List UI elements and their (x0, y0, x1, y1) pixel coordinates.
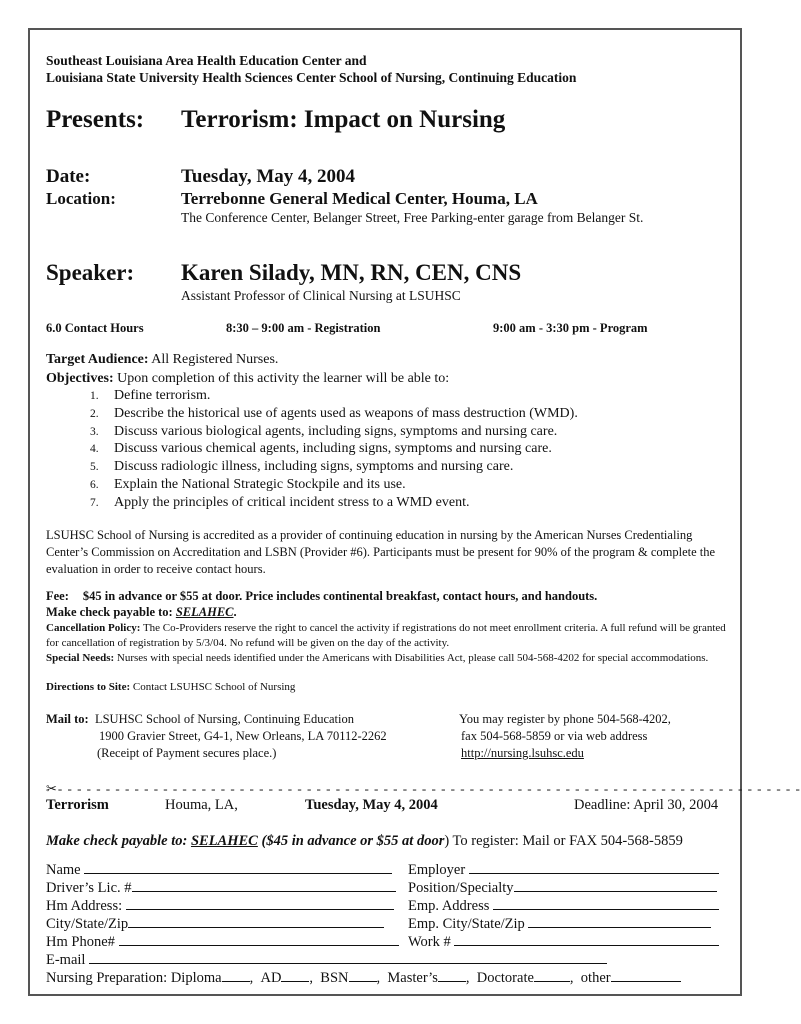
diploma-field[interactable] (222, 970, 250, 982)
masters-field[interactable] (438, 970, 466, 982)
work-phone-field[interactable]: Work # (408, 934, 719, 951)
list-item: 6. Explain the National Strategic Stockpile and its use. (90, 476, 406, 492)
name-field[interactable]: Name (46, 862, 392, 879)
slip-date: Tuesday, May 4, 2004 (305, 797, 438, 813)
slip-payable: Make check payable to: SELAHEC ($45 in advance or $55 at door) To register: Mail or FAX 504-568-5859 (46, 833, 683, 849)
objectives-intro: Upon completion of this activity the learner will be able to: (113, 371, 450, 386)
list-item: 5. Discuss radiologic illness, including signs, symptoms and nursing care. (90, 459, 514, 475)
email-field[interactable]: E-mail (46, 952, 607, 969)
target-audience (46, 352, 278, 368)
slip-event: Terrorism (46, 797, 109, 813)
fee-label: Fee: (46, 589, 69, 603)
accreditation-statement: LSUHSC School of Nursing is accredited as a provider of continuing education in nursing by the American Nurses Credentialing Center’s Commission on Accreditation and LSBN (Provider #6). Participants must be present for 90% of the program & complete the evaluation in order to receive contact hours. (46, 528, 716, 576)
register-url-link[interactable]: http://nursing.lsuhsc.edu (461, 746, 584, 760)
ad-field[interactable] (281, 970, 309, 982)
directions: Directions to Site: Contact LSUHSC School of Nursing (46, 681, 296, 693)
speaker-label: Speaker: (46, 260, 135, 285)
fee-line (46, 589, 597, 604)
mail-address: 1900 Gravier Street, G4-1, New Orleans, LA 70112-2262 (99, 729, 387, 743)
employer-address-field[interactable]: Emp. Address (408, 898, 719, 915)
slip-city: Houma, LA, (165, 797, 238, 813)
location-label: Location: (46, 189, 116, 208)
scissors-icon: ✂ (46, 781, 58, 796)
special-needs: Special Needs: Nurses with special needs identified under the Americans with Disabilities Act, please call 504-568-4202 for special accommodations. (46, 652, 709, 664)
target-audience-label: Target Audience: (46, 352, 149, 367)
list-item: 4. Discuss various chemical agents, including signs, symptoms and nursing care. (90, 441, 552, 457)
header-line-1: Southeast Louisiana Area Health Education Center and (46, 53, 367, 68)
home-address-field[interactable]: Hm Address: (46, 898, 394, 915)
employer-field[interactable]: Employer (408, 862, 719, 879)
cancellation-policy: Cancellation Policy: The Co-Providers reserve the right to cancel the activity if registrations do not meet enrollment criteria. A full refund will be granted for cancellation of registration by 5/3/04. No refund will be given on the day of the activity. (46, 622, 726, 649)
nursing-preparation: Nursing Preparation: Diploma , AD , BSN , Master’s , Doctorate , other (46, 970, 681, 987)
list-item: 7. Apply the principles of critical incident stress to a WMD event. (90, 494, 470, 510)
register-fax: fax 504-568-5859 or via web address (461, 729, 648, 743)
mail-note: (Receipt of Payment secures place.) (97, 746, 277, 760)
contact-hours: 6.0 Contact Hours (46, 321, 144, 335)
event-title: Terrorism: Impact on Nursing (181, 106, 506, 133)
doctorate-field[interactable] (534, 970, 570, 982)
speaker-title: Assistant Professor of Clinical Nursing at LSUHSC (181, 288, 461, 303)
payable-to: SELAHEC (175, 605, 234, 619)
list-item: 1. Define terrorism. (90, 388, 211, 403)
mail-to-label: Mail to: (46, 712, 89, 726)
objectives-label: Objectives: (46, 371, 114, 386)
registration-time: 8:30 – 9:00 am - Registration (226, 321, 381, 335)
register-phone: You may register by phone 504-568-4202, (459, 712, 671, 726)
presents-label: Presents: (46, 106, 145, 133)
drivers-license-field[interactable]: Driver’s Lic. # (46, 880, 396, 897)
speaker-name: Karen Silady, MN, RN, CEN, CNS (181, 260, 522, 285)
home-phone-field[interactable]: Hm Phone# (46, 934, 399, 951)
slip-register-text: To register: Mail or FAX 504-568-5859 (449, 833, 683, 849)
objectives (46, 371, 449, 387)
list-item: 3. Discuss various biological agents, including signs, symptoms and nursing care. (90, 423, 558, 439)
position-field[interactable]: Position/Specialty (408, 880, 717, 897)
slip-deadline: Deadline: April 30, 2004 (574, 797, 719, 813)
objectives-list (90, 387, 578, 512)
payable-line: Make check payable to: SELAHEC. (46, 605, 237, 619)
employer-city-field[interactable]: Emp. City/State/Zip (408, 916, 711, 933)
program-time: 9:00 am - 3:30 pm - Program (493, 321, 648, 335)
location-detail: The Conference Center, Belanger Street, Free Parking-enter garage from Belanger St. (181, 210, 644, 225)
bsn-field[interactable] (349, 970, 377, 982)
date-value: Tuesday, May 4, 2004 (181, 166, 356, 187)
other-field[interactable] (611, 970, 681, 982)
cut-line: ✂- - - - - - - - - - - - - - - - - - - - - - - - - - - - - - - - - - - - - - - - - - - - - - - - - - - - - - - - - - - - - - - - - - - - - - - - - - - - - - (46, 781, 801, 796)
mail-to: Mail to: LSUHSC School of Nursing, Continuing Education (46, 712, 354, 726)
target-audience-value: All Registered Nurses. (148, 352, 279, 367)
location-value: Terrebonne General Medical Center, Houma, LA (181, 189, 538, 208)
city-state-zip-field[interactable]: City/State/Zip (46, 916, 384, 933)
list-item: 2. Describe the historical use of agents used as weapons of mass destruction (WMD). (90, 405, 578, 421)
header-line-2: Louisiana State University Health Sciences Center School of Nursing, Continuing Education (46, 70, 577, 85)
date-label: Date: (46, 166, 91, 187)
fee-value: $45 in advance or $55 at door. Price includes continental breakfast, contact hours, and handouts. (82, 589, 598, 603)
